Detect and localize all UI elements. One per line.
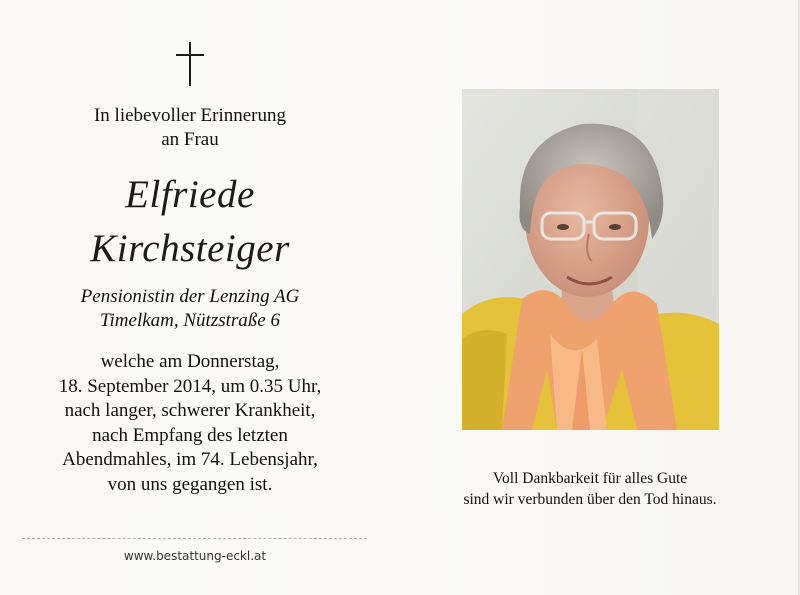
announcement-line: nach Empfang des letzten (92, 424, 288, 446)
announcement-text (0, 350, 380, 497)
closing-quote (430, 468, 750, 510)
last-name: Kirchsteiger (90, 227, 290, 270)
portrait-photo (462, 89, 719, 430)
intro-line-2: an Frau (161, 129, 219, 150)
website-link[interactable]: www.bestattung-eckl.at (123, 549, 267, 563)
occupation: Pensionistin der Lenzing AG (80, 286, 300, 307)
announcement-line: nach langer, schwerer Krankheit, (64, 400, 316, 421)
intro-line-1: In liebevoller Erinnerung (93, 105, 287, 126)
first-name: Elfriede (125, 173, 255, 216)
cross-icon (176, 42, 204, 86)
divider (22, 538, 367, 539)
announcement-line: Abendmahles, im 74. Lebensjahr, (62, 449, 318, 470)
quote-line: Voll Dankbarkeit für alles Gute (492, 470, 688, 487)
address: Timelkam, Nützstraße 6 (100, 310, 280, 331)
announcement-line: welche am Donnerstag, (100, 351, 280, 372)
announcement-line: 18. September 2014, um 0.35 Uhr, (58, 375, 322, 397)
announcement-line: von uns gegangen ist. (107, 473, 273, 495)
intro-text (0, 104, 380, 152)
occupation-address (0, 285, 380, 333)
quote-line: sind wir verbunden über den Tod hinaus. (463, 491, 717, 508)
memorial-text-column (0, 0, 380, 595)
